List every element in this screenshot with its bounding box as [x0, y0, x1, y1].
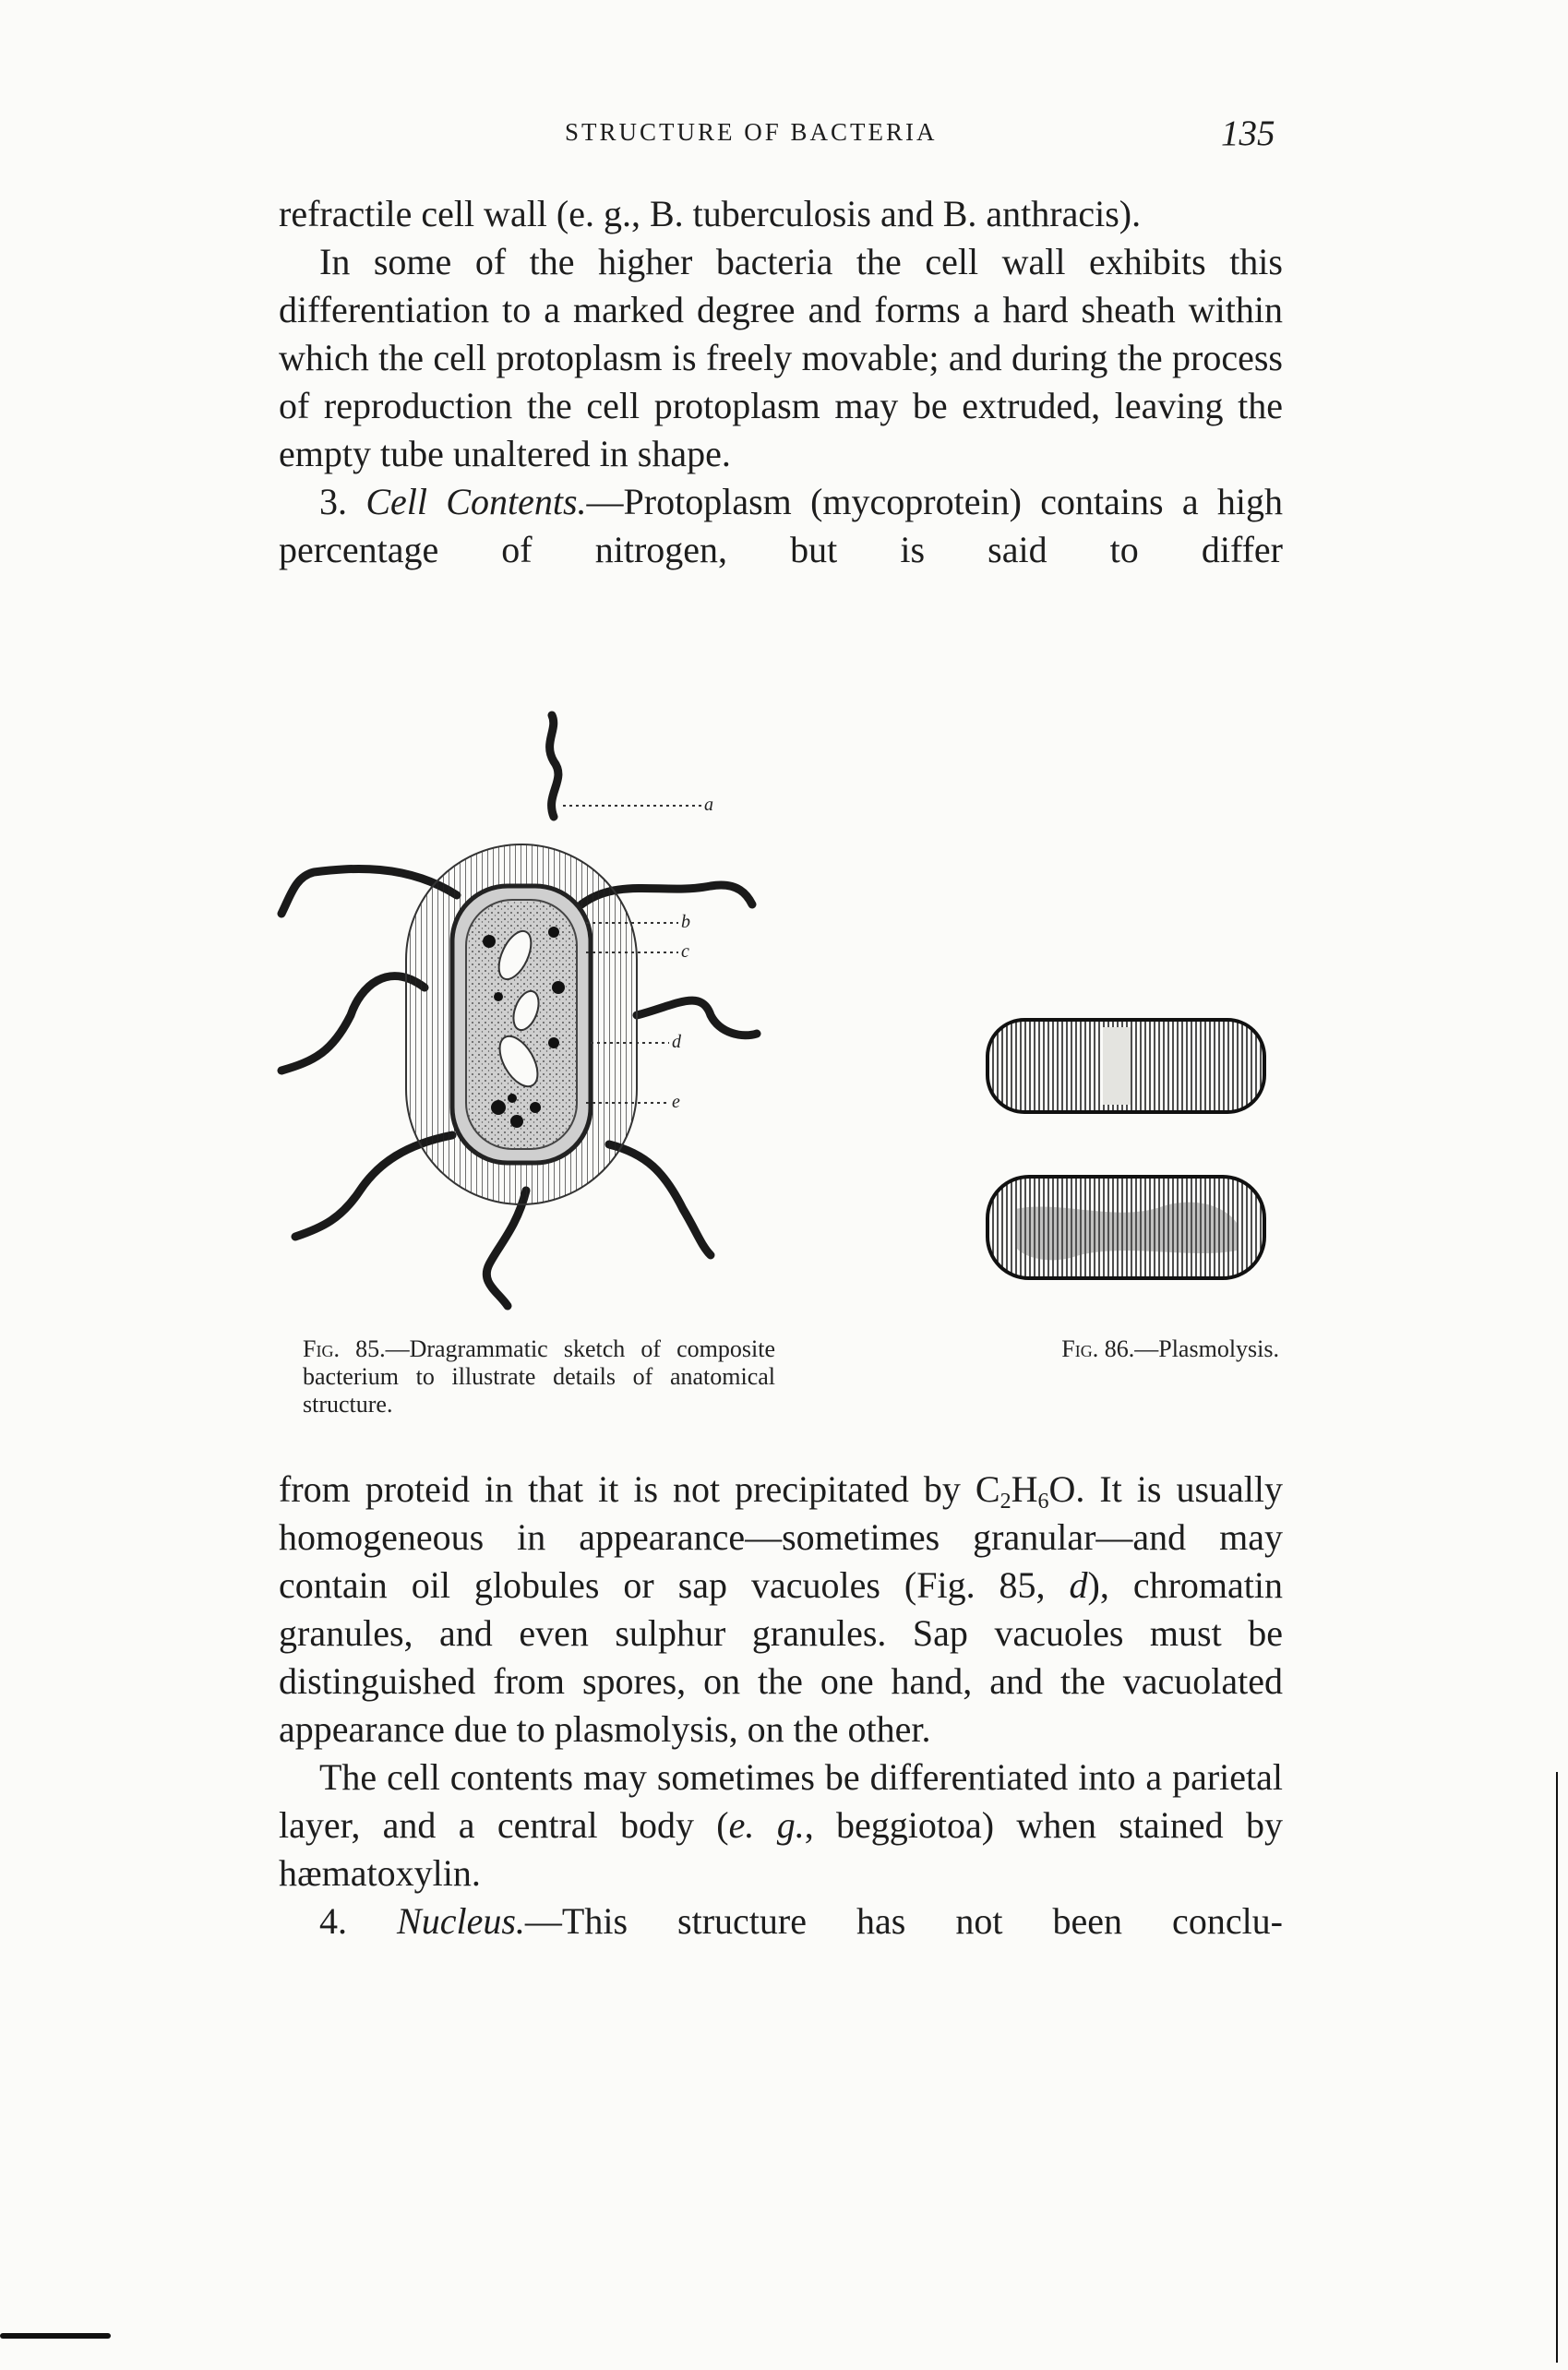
paragraph-cell-contents-differentiated: [279, 1754, 1283, 1897]
granule: [552, 981, 565, 994]
bottom-text-block: [279, 1466, 1283, 1945]
subscript: 2: [999, 1490, 1011, 1514]
paragraph-proteid: [279, 1466, 1283, 1754]
flagellum-top: [550, 715, 558, 817]
flagellum-right: [637, 1000, 757, 1035]
caption-text: —Dragrammatic sketch of composite bacterium to illustrate details of anatomical structure.: [303, 1335, 775, 1418]
caption-label: Fig. 86.: [1061, 1335, 1135, 1362]
label-a: a: [704, 795, 713, 815]
label-e: e: [672, 1092, 680, 1112]
plasmolysed-cell-upper-gap: [1103, 1027, 1131, 1105]
figure-85-bacterium-illustration: [277, 711, 794, 1311]
granule: [494, 992, 503, 1001]
caption-label: Fig. 85.: [303, 1335, 386, 1362]
top-text-block: [279, 190, 1283, 574]
paragraph-text: In some of the higher bacteria the cell wall exhibits this differentiation to a marked degree and forms a hard sheath within which the cell protoplasm is freely movable; and during the process of reproduction the cell protoplasm may be extruded, leaving the empty tube unaltered in shape.: [279, 241, 1283, 474]
granule: [508, 1094, 517, 1103]
running-title: STRUCTURE OF BACTERIA: [565, 118, 938, 146]
text-run: from proteid in that it is not precipitated by C: [279, 1468, 1000, 1510]
flagellum-left: [281, 976, 425, 1071]
paragraph-text: —This structure has not been conclu-: [524, 1900, 1283, 1942]
granule: [548, 927, 559, 938]
paragraph-text: refractile cell wall (e. g., B. tuberculosis and B. anthracis).: [279, 193, 1142, 234]
paragraph-refractile: [279, 190, 1283, 238]
section-heading: Cell Contents.: [365, 481, 587, 522]
scan-edge-line: [1556, 1772, 1558, 2363]
paragraph-cell-contents: [279, 478, 1283, 574]
page-header: [0, 114, 1568, 164]
flagellum-bottom-right: [609, 1144, 711, 1255]
figure-86-caption: [984, 1335, 1279, 1363]
figure-85-caption: [303, 1335, 775, 1418]
granule: [483, 935, 496, 948]
figure-86-plasmolysis-illustration: [978, 1011, 1274, 1297]
scan-corner-mark: [0, 2333, 111, 2339]
granule: [548, 1037, 559, 1048]
text-run: H: [1011, 1468, 1038, 1510]
section-heading: Nucleus.: [397, 1900, 525, 1942]
text-run: , beggiotoa) when stained by hæmatoxylin.: [279, 1804, 1283, 1894]
granule: [491, 1100, 506, 1115]
italic-text: d: [1069, 1564, 1088, 1606]
label-b: b: [681, 912, 690, 932]
text-run: O. It is usually homogeneous in appearance—sometimes granular—and may contain oil globules or sap vacuoles (Fig. 85,: [279, 1468, 1283, 1606]
italic-text: e. g.: [728, 1804, 805, 1846]
caption-text: —Plasmolysis.: [1134, 1335, 1279, 1362]
subscript: 6: [1037, 1490, 1049, 1514]
paragraph-text: —Protoplasm (mycoprotein) contains a high percentage of nitrogen, but is said to differ: [279, 481, 1284, 570]
text-run: The cell contents may sometimes be differentiated into a parietal layer, and a central body (: [279, 1756, 1283, 1846]
paragraph-nucleus: [279, 1897, 1283, 1945]
paragraph-higher-bacteria: [279, 238, 1283, 478]
text-run: ), chromatin granules, and even sulphur granules. Sap vacuoles must be distinguished from spores, on the one hand, and the vacuolated appearance due to plasmolysis, on the other.: [279, 1564, 1283, 1750]
label-d: d: [672, 1032, 681, 1052]
granule: [510, 1115, 523, 1128]
granule: [530, 1102, 541, 1113]
section-number: 3.: [319, 481, 347, 522]
section-number: 4.: [319, 1900, 347, 1942]
label-c: c: [681, 941, 689, 962]
flagellum-bottom-mid: [486, 1191, 526, 1306]
page-number: 135: [1221, 114, 1275, 153]
